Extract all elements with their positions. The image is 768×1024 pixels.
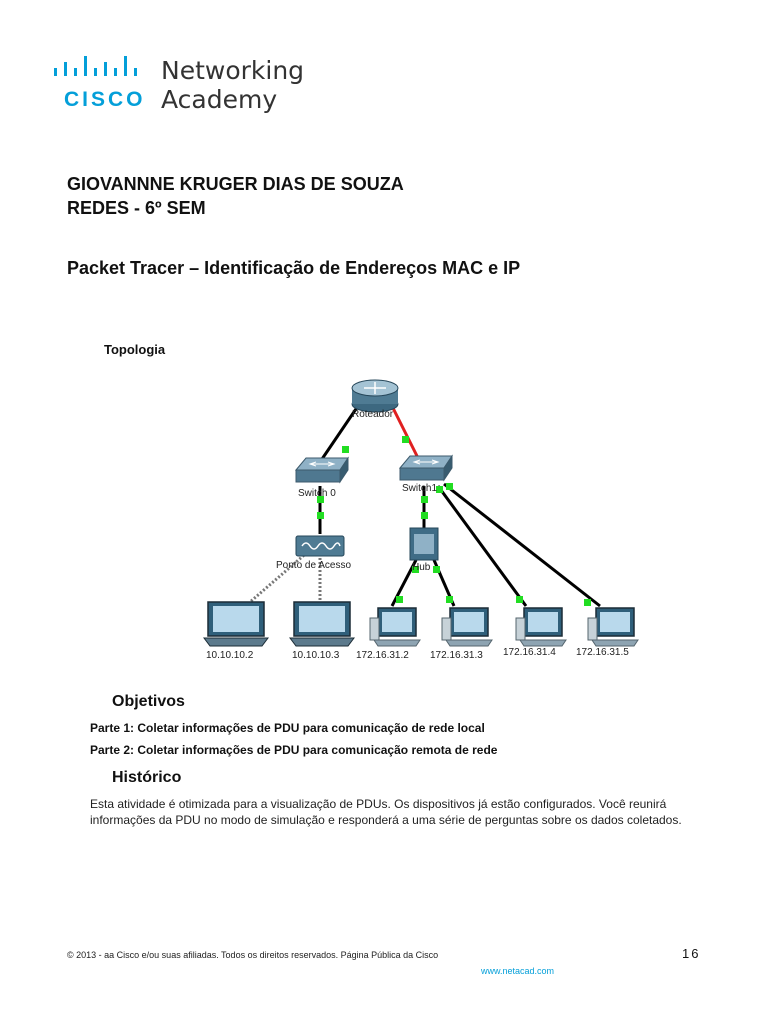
switch1-label: Switch1 — [402, 483, 438, 494]
author-name: GIOVANNNE KRUGER DIAS DE SOUZA — [67, 174, 404, 194]
pc-host-2 — [442, 608, 492, 646]
switch0-device — [296, 458, 348, 482]
cisco-brand-word: CISCO — [64, 88, 146, 111]
host-labels — [206, 647, 629, 661]
router-label: Roteador — [352, 409, 394, 420]
laptop-host-1 — [204, 602, 268, 646]
topology-label: Topologia — [104, 342, 166, 357]
objectives-title: Objetivos — [112, 693, 185, 710]
host-label: 10.10.10.2 — [206, 650, 254, 661]
link-ap-laptop1-wireless — [250, 550, 310, 602]
objective-part-2: Parte 2: Coletar informações de PDU para comunicação remota de rede — [90, 743, 498, 757]
access-point-device — [296, 536, 344, 556]
pc-host-4 — [588, 608, 638, 646]
port-indicators — [317, 436, 591, 606]
host-label: 10.10.10.3 — [292, 650, 340, 661]
host-label: 172.16.31.4 — [503, 647, 556, 658]
hub-label: Hub — [412, 562, 431, 573]
logo-line-academy: Academy — [161, 85, 278, 114]
objective-part-1: Parte 1: Coletar informações de PDU para comunicação de rede local — [90, 721, 485, 735]
pc-host-3 — [516, 608, 566, 646]
host-label: 172.16.31.2 — [356, 650, 409, 661]
host-label: 172.16.31.5 — [576, 647, 629, 658]
page-title: Packet Tracer – Identificação de Endereços MAC e IP — [67, 258, 521, 278]
cisco-bridge-logo-icon — [52, 56, 152, 84]
hub-device — [410, 528, 438, 560]
author-course: REDES - 6º SEM — [67, 198, 206, 218]
history-title: Histórico — [112, 769, 182, 786]
topology-diagram — [180, 362, 660, 672]
router-device — [352, 380, 398, 412]
author-block — [67, 172, 404, 220]
link-switch1-pc3 — [438, 486, 526, 606]
laptop-host-2 — [290, 602, 354, 646]
switch0-label: Switch 0 — [298, 488, 336, 499]
topology-links — [250, 406, 600, 606]
switch1-device — [400, 456, 452, 480]
footer-url-link[interactable]: www.netacad.com — [481, 966, 555, 976]
link-router-switch1 — [392, 406, 420, 462]
history-text: Esta atividade é otimizada para a visualização de PDUs. Os dispositivos já estão configurados. Você reunirá informações da PDU no modo de simulação e responderá a uma série de perguntas sobre os dados coletados. — [90, 797, 682, 827]
access-point-label: Ponto de Acesso — [276, 560, 352, 571]
cisco-networking-academy-logo — [52, 56, 312, 120]
host-label: 172.16.31.3 — [430, 650, 483, 661]
link-switch1-pc4 — [444, 484, 600, 606]
logo-line-networking: Networking — [161, 56, 305, 85]
page-number: 16 — [682, 946, 701, 961]
pc-host-1 — [370, 608, 420, 646]
footer-copyright: © 2013 - aa Cisco e/ou suas afiliadas. Todos os direitos reservados. Página Pública da Cisco — [67, 950, 439, 960]
